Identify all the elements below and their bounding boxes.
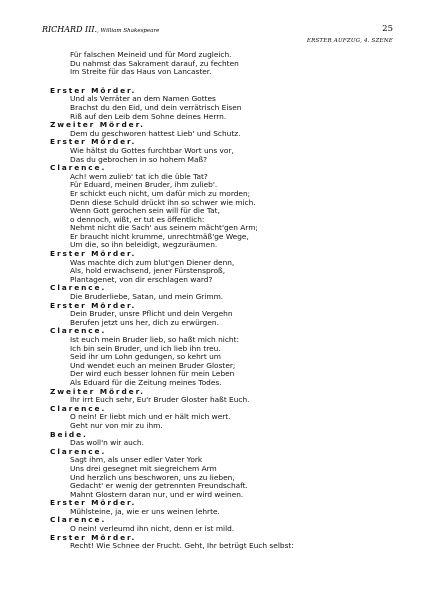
page-number: 25 <box>382 24 393 34</box>
speaker-name: Clarence. <box>50 283 107 293</box>
verse-line: Brachst du den Eid, und dein verrätrisch Eisen <box>70 102 242 112</box>
verse-line: Mühlsteine, ja, wie er uns weinen lehrte. <box>70 506 220 516</box>
verse-line: Für falschen Meineid und für Mord zugleich. <box>70 50 232 59</box>
verse-line: Die Bruderliebe, Satan, und mein Grimm. <box>70 292 224 302</box>
speaker-name: Zweiter Mörder. <box>50 120 145 130</box>
verse-line: Für Eduard, meinen Bruder, ihm zulieb'. <box>70 180 218 190</box>
speaker-name: Beide. <box>50 429 88 439</box>
verse-line: Als, hold erwachsend, jener Fürstensproß, <box>70 266 226 276</box>
verse-line: Seid ihr um Lohn gedungen, so kehrt um <box>70 352 221 362</box>
act-scene-label: ERSTER AUFZUG, 4. SZENE <box>306 38 393 44</box>
verse-line: O nein! Er liebt mich und er hält mich wert. <box>70 412 231 422</box>
speaker-name: Erster Mörder. <box>50 498 137 508</box>
verse-line: Dem du geschworen hattest Lieb' und Schutz. <box>70 128 241 138</box>
verse-line: Er schickt euch nicht, um dafür mich zu morden; <box>70 188 251 198</box>
verse-line: Dein Bruder, unsre Pflicht und dein Vergehn <box>70 309 233 319</box>
verse-line: Uns drei gesegnet mit siegreichem Arm <box>70 463 217 473</box>
speaker-name: Clarence. <box>50 326 107 336</box>
verse-line: Das woll'n wir auch. <box>70 438 144 448</box>
verse-line: Und als Verräter an dem Namen Gottes <box>70 94 216 104</box>
verse-line: Sagt ihm, als unser edler Vater York <box>70 455 203 465</box>
play-text <box>50 50 399 551</box>
speaker-name: Erster Mörder. <box>50 249 137 259</box>
speaker-name: Erster Mörder. <box>50 137 137 147</box>
play-title: RICHARD III. <box>42 25 98 34</box>
verse-line: Ach! wem zulieb' tat ich die üble Tat? <box>70 171 208 181</box>
verse-line: Du nahmst das Sakrament darauf, zu fechten <box>70 58 239 68</box>
verse-line: Im Streite für das Haus von Lancaster. <box>70 67 212 77</box>
speaker-name: Erster Mörder. <box>50 532 137 542</box>
speaker-name: Zweiter Mörder. <box>50 386 145 396</box>
verse-line: Recht! Wie Schnee der Frucht. Geht, Ihr betrügt Euch selbst: <box>70 541 294 551</box>
verse-line: o dennoch, wißt, er tut es öffentlich: <box>70 214 205 224</box>
verse-line: Wie hältst du Gottes furchtbar Wort uns vor, <box>70 145 234 155</box>
verse-line: Und wendet euch an meinen Bruder Gloster; <box>70 360 236 370</box>
running-header-right <box>307 25 393 45</box>
speaker-name: Erster Mörder. <box>50 300 137 310</box>
verse-line: Als Eduard für die Zeitung meines Todes. <box>70 377 222 387</box>
verse-line: Gedacht' er wenig der getrennten Freundschaft. <box>70 481 248 491</box>
verse-line: Ich bin sein Bruder, und ich lieb ihn treu. <box>70 343 221 353</box>
speaker-name: Erster Mörder. <box>50 85 137 95</box>
verse-line: Nehmt nicht die Sach' aus seinem mächt'gen Arm; <box>70 223 258 233</box>
verse-line: Ist euch mein Bruder lieb, so haßt mich nicht: <box>70 335 239 344</box>
verse-line: Denn diese Schuld drückt ihn so schwer wie mich. <box>70 197 256 207</box>
verse-line: Wenn Gott gerochen sein will für die Tat, <box>70 206 220 216</box>
speaker-name: Clarence. <box>50 163 107 173</box>
speaker-name: Clarence. <box>50 446 107 456</box>
speaker-name: Clarence. <box>50 403 107 413</box>
author-name: , William Shakespeare <box>97 28 160 34</box>
verse-line: Plantagenet, von dir erschlagen ward? <box>70 274 213 284</box>
verse-line: Das du gebrochen in so hohem Maß? <box>70 154 208 164</box>
verse-line: Was machte dich zum blut'gen Diener denn, <box>70 257 235 267</box>
verse-line: Und herzlich uns beschworen, uns zu lieben, <box>70 472 235 482</box>
verse-line: Er braucht nicht krumme, unrechtmäß'ge Wege, <box>70 231 249 241</box>
verse-line: O nein! verleumd ihn nicht, denn er ist mild. <box>70 524 235 534</box>
verse-line: Mahnt Glostern daran nur, und er wird weinen. <box>70 489 244 499</box>
running-header-title <box>42 25 159 34</box>
verse-line: Berufen jetzt uns her, dich zu erwürgen. <box>70 317 219 327</box>
verse-line: Riß auf den Leib dem Sohne deines Herrn. <box>70 111 227 121</box>
speaker-name: Clarence. <box>50 515 107 525</box>
verse-line: Der wird euch besser lohnen für mein Leben <box>70 369 235 379</box>
verse-line: Ihr irrt Euch sehr, Eu'r Bruder Gloster haßt Euch. <box>70 395 250 405</box>
verse-line: Um die, so ihn beleidigt, wegzuräumen. <box>70 240 218 250</box>
verse-line: Geht nur von mir zu ihm. <box>70 420 163 430</box>
